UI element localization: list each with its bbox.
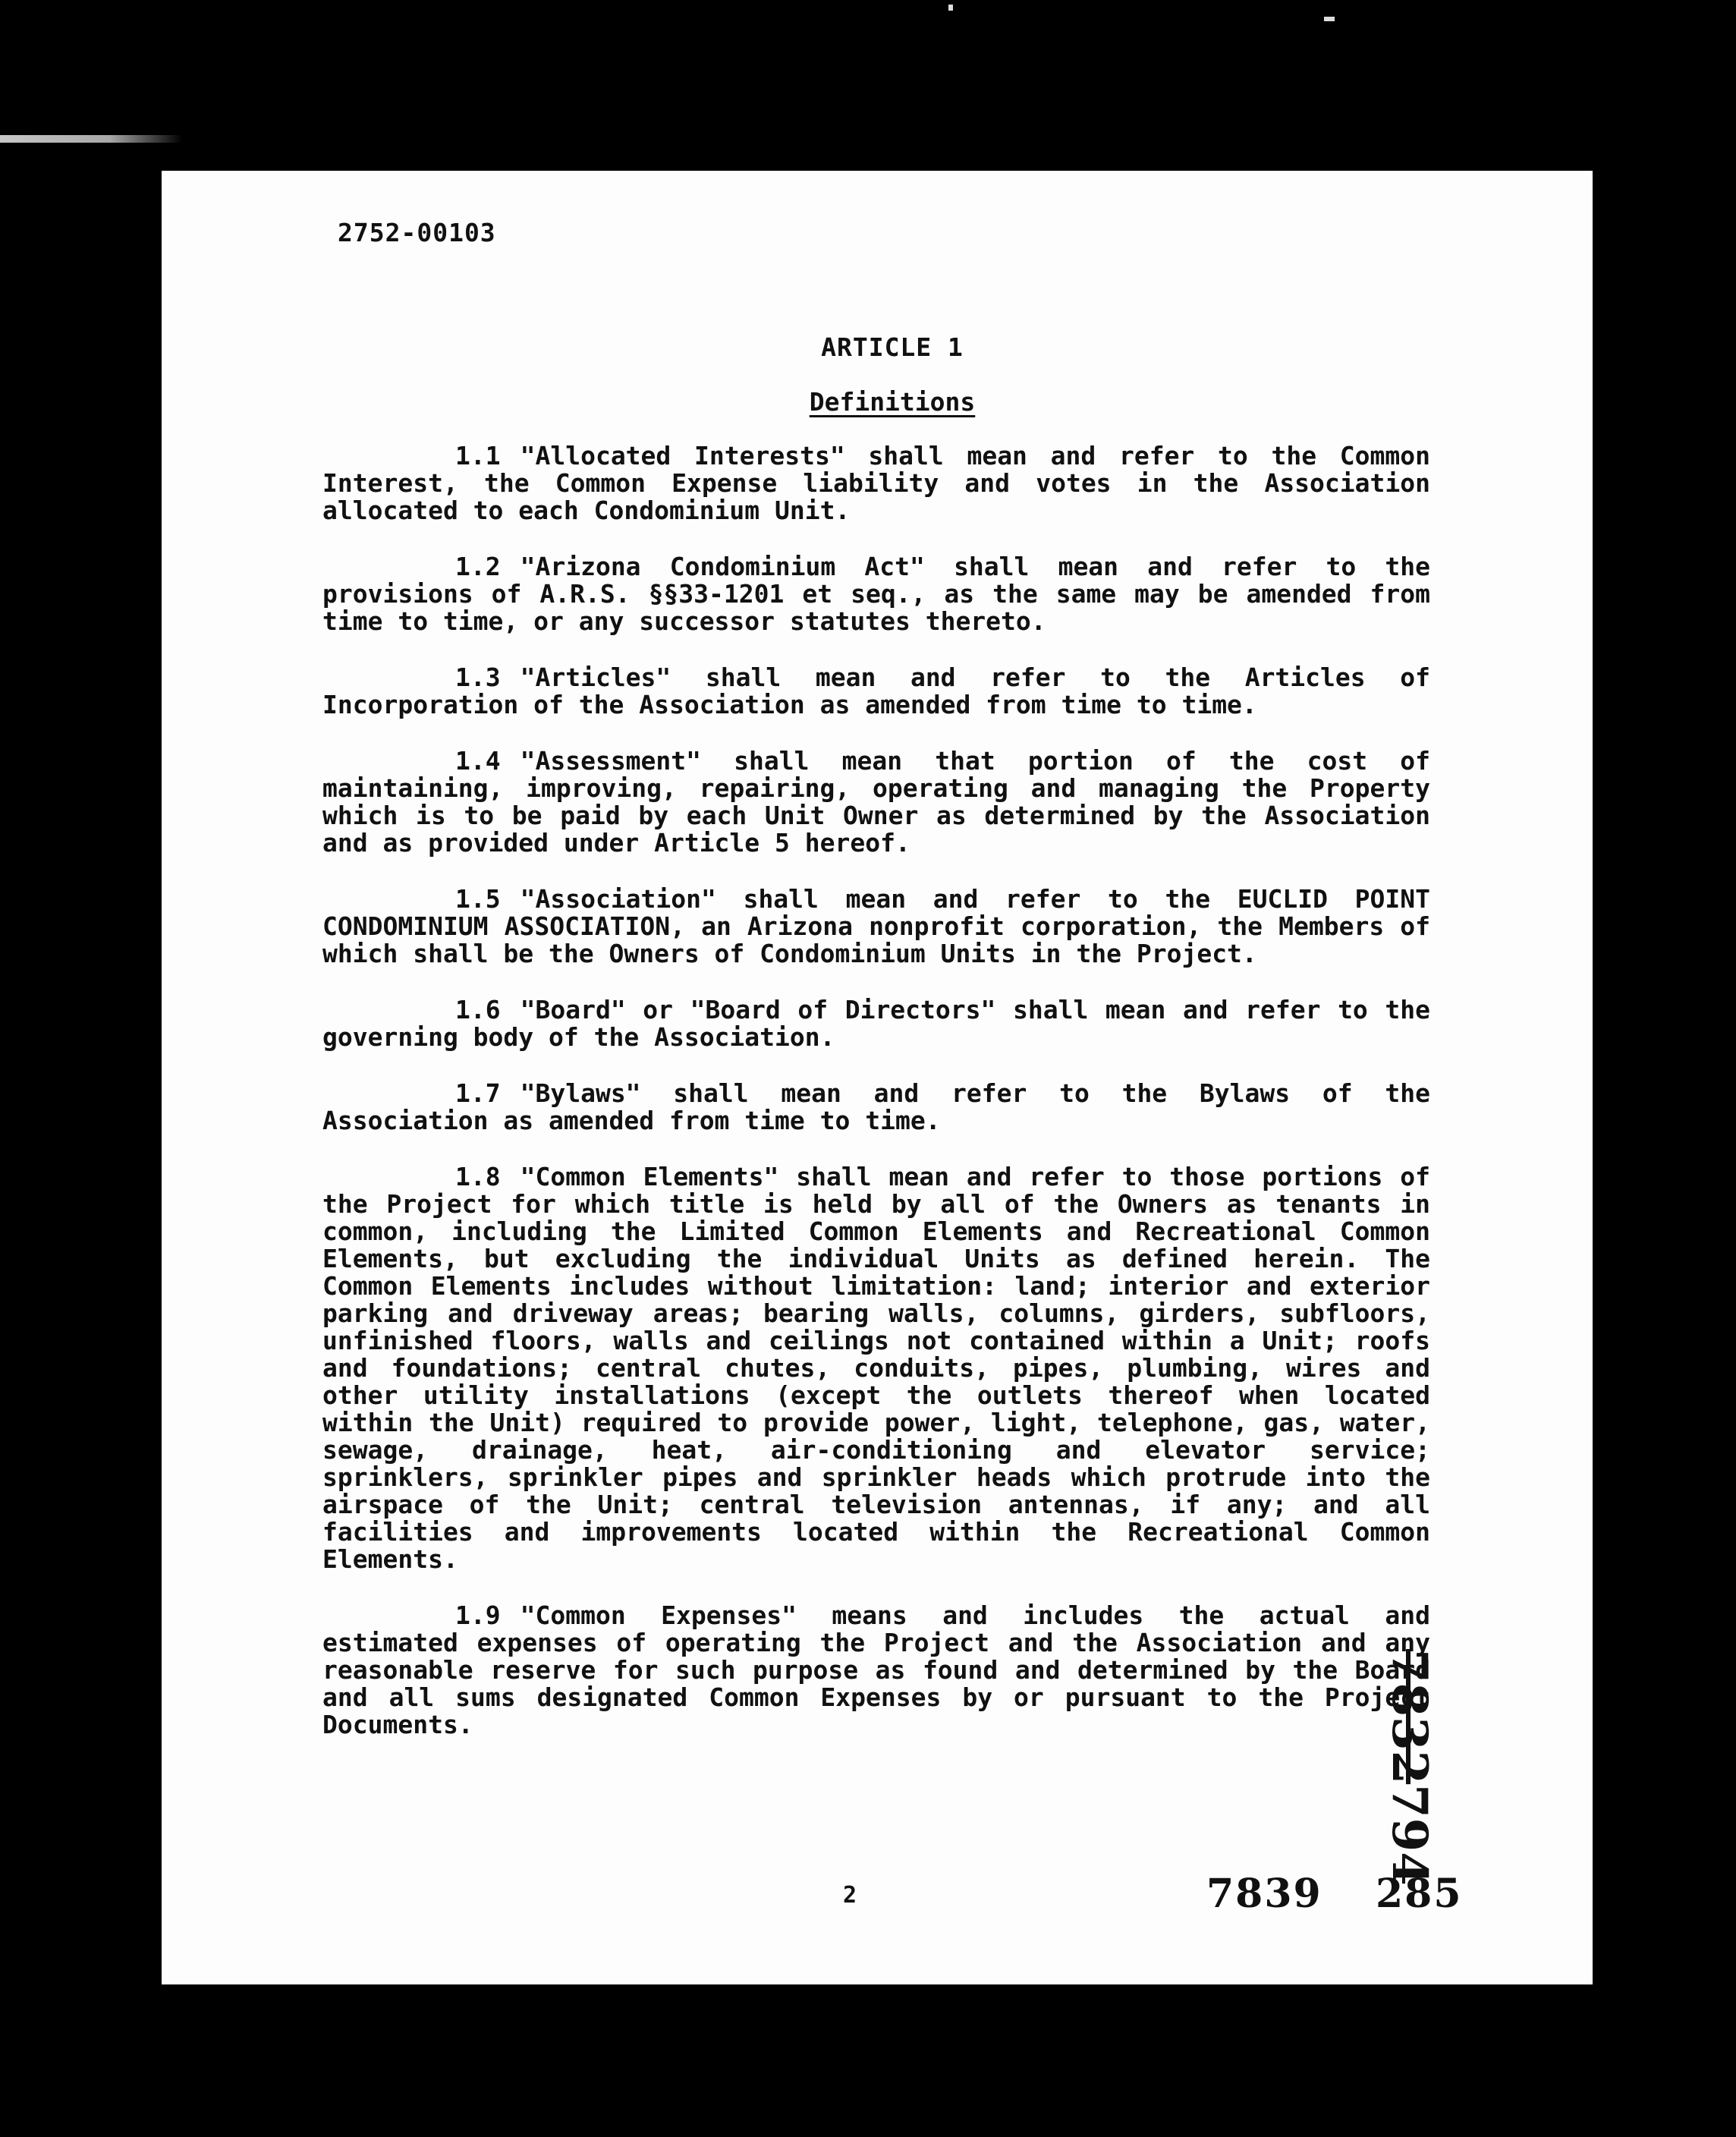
definition-number: 1.8	[455, 1162, 501, 1191]
definition-text: "Bylaws" shall mean and refer to the Bylaws of the Association as amended from time to time.	[322, 1078, 1430, 1135]
definition-number: 1.7	[455, 1078, 501, 1108]
definition-number: 1.1	[455, 441, 501, 471]
definition-item	[322, 886, 1430, 968]
definition-text: "Assessment" shall mean that portion of the cost of maintaining, improving, repairing, operating and managing the Property which is to be paid by each Unit Owner as determined by the Association and as provided under Article 5 hereof.	[322, 746, 1430, 858]
page-number: 2	[843, 1882, 857, 1909]
section-heading	[162, 387, 1593, 417]
definition-text: "Articles" shall mean and refer to the Articles of Incorporation of the Association as amended from time to time.	[322, 663, 1430, 719]
scan-artifact-dot	[948, 5, 953, 11]
margin-annotation-old: 7832	[1381, 1649, 1438, 1785]
definition-number: 1.3	[455, 663, 501, 692]
definition-number: 1.9	[455, 1600, 501, 1630]
section-heading-text: Definitions	[809, 387, 976, 417]
definition-text: "Arizona Condominium Act" shall mean and refer to the provisions of A.R.S. §§33-1201 et seq., as the same may be amended from time to time, or any successor statutes thereto.	[322, 552, 1430, 636]
definition-item	[322, 1602, 1430, 1739]
definition-number: 1.5	[455, 884, 501, 914]
definition-item	[322, 664, 1430, 719]
definition-number: 1.6	[455, 995, 501, 1024]
definition-item	[322, 1163, 1430, 1573]
document-page	[162, 171, 1593, 1984]
definition-number: 1.4	[455, 746, 501, 776]
definition-item	[322, 442, 1430, 524]
definition-text: "Common Expenses" means and includes the actual and estimated expenses of operating the Project and the Association and any reasonable reserve for such purpose as found and determined by the Board and all sums designated Common Expenses by or pursuant to the Project Documents.	[322, 1600, 1430, 1739]
definition-number: 1.2	[455, 552, 501, 581]
document-id: 2752-00103	[338, 218, 496, 247]
margin-annotation	[1381, 1649, 1438, 1886]
article-heading: ARTICLE 1	[821, 332, 964, 362]
recording-book-number: 7839	[1206, 1871, 1322, 1917]
definition-text: "Association" shall mean and refer to the EUCLID POINT CONDOMINIUM ASSOCIATION, an Arizona nonprofit corporation, the Members of which shall be the Owners of Condominium Units in the Project.	[322, 884, 1430, 968]
recording-page-number: 285	[1376, 1871, 1463, 1917]
scan-artifact-dash	[1324, 17, 1335, 21]
definition-text: "Common Elements" shall mean and refer to those portions of the Project for which title is held by all of the Owners as tenants in common, including the Limited Common Elements and Recreational Common Elements, but excluding the individual Units as defined herein. The Common Elements includes without limitation: land; interior and exterior parking and driveway areas; bearing walls, columns, girders, subfloors, unfinished floors, walls and ceilings not contained within a Unit; roofs and foundations; central chutes, conduits, pipes, plumbing, wires and other utility installations (except the outlets thereof when located within the Unit) required to provide power, light, telephone, gas, water, sewage, drainage, heat, air-conditioning and elevator service; sprinklers, sprinkler pipes and sprinkler heads which protrude into the airspace of the Unit; central television antennas, if any; and all facilities and improvements located within the Recreational Common Elements.	[322, 1162, 1430, 1574]
definition-item	[322, 553, 1430, 635]
definition-item	[322, 747, 1430, 857]
scan-artifact-streak	[0, 135, 182, 143]
definition-item	[322, 1080, 1430, 1135]
definition-item	[322, 996, 1430, 1051]
definition-text: "Board" or "Board of Directors" shall mean and refer to the governing body of the Association.	[322, 995, 1430, 1052]
definition-text: "Allocated Interests" shall mean and refer to the Common Interest, the Common Expense liability and votes in the Association allocated to each Condominium Unit.	[322, 441, 1430, 525]
margin-annotation-new: 794	[1381, 1784, 1438, 1886]
definitions-list	[322, 442, 1430, 1767]
